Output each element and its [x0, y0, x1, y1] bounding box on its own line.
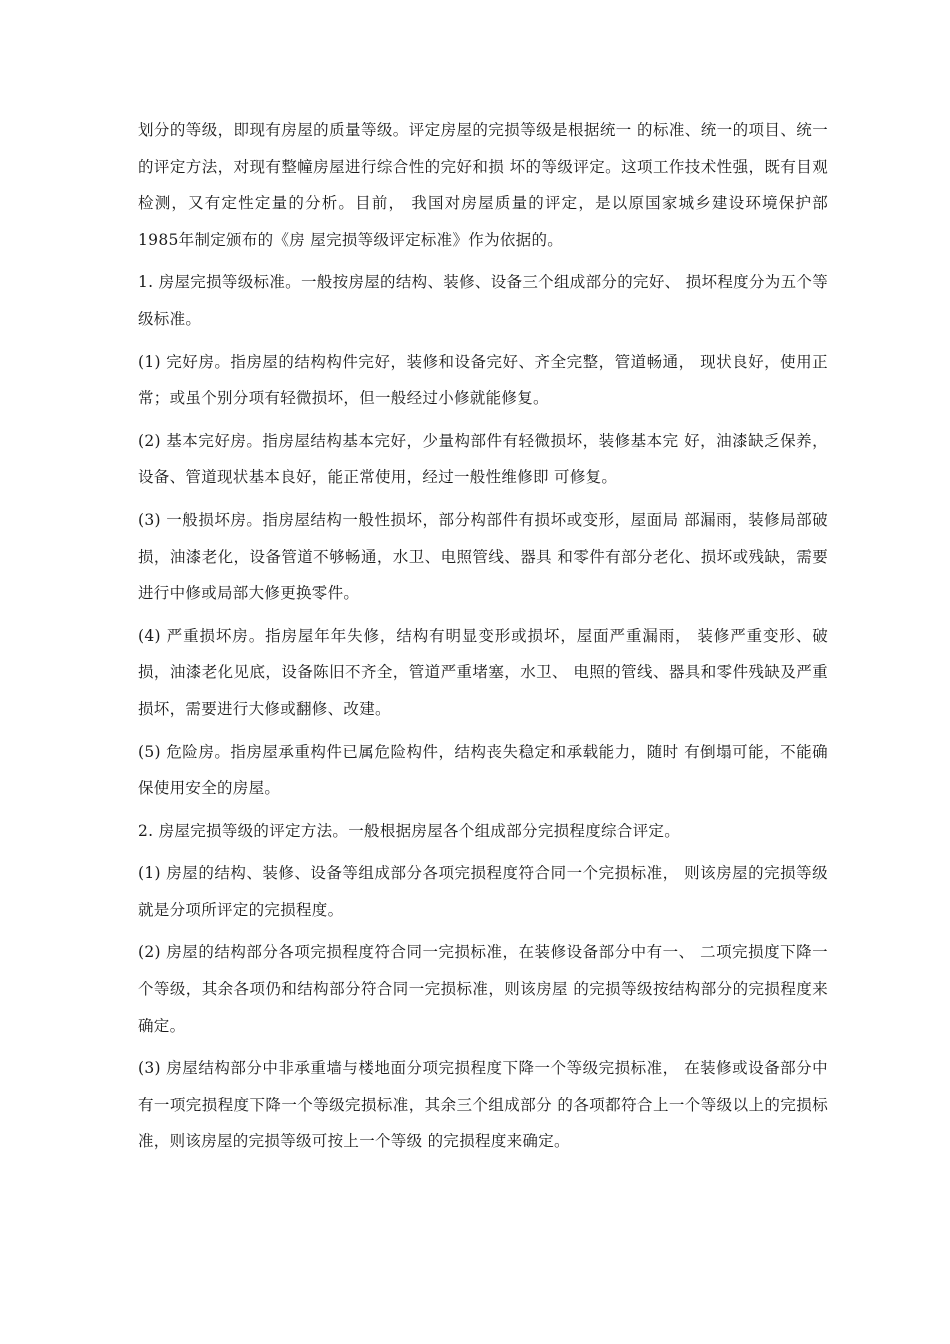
- list-item-1-5: (5) 危险房。指房屋承重构件已属危险构件，结构丧失稳定和承载能力，随时 有倒塌可能，不能确保使用安全的房屋。: [138, 742, 828, 798]
- list-item-1-2: (2) 基本完好房。指房屋结构基本完好，少量构部件有轻微损坏，装修基本完 好，油漆缺乏保养，设备、管道现状基本良好，能正常使用，经过一般性维修即 可修复。: [138, 431, 828, 487]
- list-item-1-3: (3) 一般损坏房。指房屋结构一般性损坏，部分构部件有损坏或变形，屋面局 部漏雨，装修局部破损，油漆老化，设备管道不够畅通，水卫、电照管线、器具 和零件有部分老化、损坏或残缺，需要进行中修或局部大修更换零件。: [138, 510, 828, 603]
- list-item-2-2: (2) 房屋的结构部分各项完损程度符合同一完损标准，在装修设备部分中有一、 二项完损度下降一个等级，其余各项仍和结构部分符合同一完损标准，则该房屋 的完损等级按结构部分的完损程度来确定。: [138, 943, 828, 1035]
- section-1-heading-paragraph: 1. 房屋完损等级标准。一般按房屋的结构、装修、设备三个组成部分的完好、 损坏程度分为五个等级标准。: [138, 273, 828, 328]
- list-item-2-3: (3) 房屋结构部分中非承重墙与楼地面分项完损程度下降一个等级完损标准， 在装修或设备部分中有一项完损程度下降一个等级完损标准，其余三个组成部分 的各项都符合上一个等级以上的完损标准，则该房屋的完损等级可按上一个等级 的完损程度来确定。: [138, 1059, 828, 1151]
- list-item-1-1: (1) 完好房。指房屋的结构构件完好，装修和设备完好、齐全完整，管道畅通， 现状良好，使用正常；或虽个别分项有轻微损坏，但一般经过小修就能修复。: [138, 352, 828, 408]
- document-page: [138, 112, 828, 1160]
- list-item-2-1: (1) 房屋的结构、装修、设备等组成部分各项完损程度符合同一个完损标准， 则该房屋的完损等级就是分项所评定的完损程度。: [138, 864, 828, 919]
- section-2-heading-paragraph: 2. 房屋完损等级的评定方法。一般根据房屋各个组成部分完损程度综合评定。: [138, 821, 681, 840]
- list-item-1-4: (4) 严重损坏房。指房屋年年失修，结构有明显变形或损坏，屋面严重漏雨， 装修严重变形、破损，油漆老化见底，设备陈旧不齐全，管道严重堵塞，水卫、 电照的管线、器具和零件残缺及严重损坏，需要进行大修或翻修、改建。: [138, 626, 828, 718]
- intro-paragraph: 划分的等级，即现有房屋的质量等级。评定房屋的完损等级是根据统一 的标准、统一的项目、统一的评定方法，对现有整幢房屋进行综合性的完好和损 坏的等级评定。这项工作技术性强，既有目观检测，又有定性定量的分析。目前， 我国对房屋质量的评定，是以原国家城乡建设环境保护部1985年制定颁布的《房 屋完损等级评定标准》作为依据的。: [138, 121, 828, 249]
